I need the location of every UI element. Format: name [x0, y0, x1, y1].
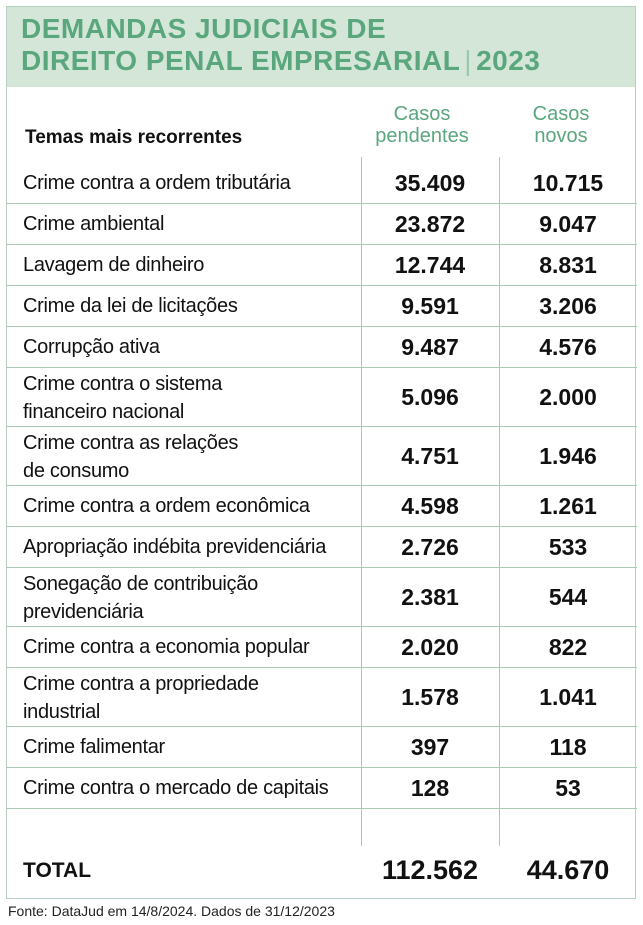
row-pending-value: 2.381 [401, 584, 459, 610]
table-row [7, 768, 637, 809]
row-topic-line: industrial [23, 701, 101, 723]
table-row [7, 727, 637, 768]
row-pending-value: 5.096 [401, 384, 459, 410]
column-header-new-line2: novos [534, 125, 588, 147]
row-pending-value: 9.487 [401, 334, 459, 360]
row-topic [23, 533, 326, 561]
row-topic-line: Crime contra o mercado de capitais [23, 777, 329, 799]
row-topic [23, 570, 258, 626]
row-topic [23, 251, 204, 279]
row-new-value: 53 [555, 775, 581, 801]
row-topic-line: Crime contra a propriedade [23, 673, 259, 695]
column-header-new-line1: Casos [532, 103, 590, 125]
row-new-value: 8.831 [539, 252, 597, 278]
row-new-value: 544 [548, 584, 588, 610]
title-line-1: DEMANDAS JUDICIAIS DE [21, 13, 387, 44]
row-pending-value: 4.598 [401, 493, 459, 519]
row-pending-value: 23.872 [394, 211, 466, 237]
total-new: 44.670 [526, 855, 610, 885]
row-pending-value: 35.409 [394, 170, 466, 196]
row-topic [23, 492, 310, 520]
row-topic [23, 210, 164, 238]
source-note: Fonte: DataJud em 14/8/2024. Dados de 31/12/2023 [8, 903, 335, 919]
row-topic [23, 333, 160, 361]
row-new-value: 3.206 [539, 293, 597, 319]
row-topic [23, 670, 259, 726]
row-pending-value: 4.751 [401, 443, 459, 469]
title-band [7, 7, 635, 87]
title-main: DIREITO PENAL EMPRESARIAL [21, 45, 461, 76]
column-header-pending-line2: pendentes [375, 125, 469, 147]
row-topic [23, 733, 165, 761]
row-pending-value: 397 [410, 734, 450, 760]
column-header-topics: Temas mais recorrentes [25, 127, 243, 148]
row-topic-line: Apropriação indébita previdenciária [23, 536, 327, 558]
row-new-value: 1.261 [539, 493, 597, 519]
total-label: TOTAL [23, 859, 92, 882]
row-new-value: 10.715 [532, 170, 604, 196]
table-row [7, 368, 637, 427]
row-topic-line: Crime contra a economia popular [23, 636, 310, 658]
row-pending-value: 128 [410, 775, 450, 801]
table-frame [6, 6, 636, 899]
row-new-value: 4.576 [539, 334, 597, 360]
row-topic [23, 774, 329, 802]
table-row [7, 245, 637, 286]
column-header-pending-line1: Casos [393, 103, 451, 125]
table-row [7, 286, 637, 327]
row-topic-line: Corrupção ativa [23, 336, 160, 358]
row-topic [23, 633, 309, 661]
table-row [7, 163, 637, 204]
row-new-value: 1.946 [539, 443, 597, 469]
column-header-pending [361, 103, 483, 147]
row-new-value: 2.000 [539, 384, 597, 410]
row-topic [23, 370, 222, 426]
row-topic-line: Crime contra a ordem econômica [23, 495, 310, 517]
row-topic-line: financeiro nacional [23, 401, 185, 423]
table-row [7, 427, 637, 486]
row-topic-line: Crime da lei de licitações [23, 295, 238, 317]
row-topic-line: Sonegação de contribuição [23, 573, 258, 595]
row-topic-line: Crime contra o sistema [23, 373, 223, 395]
row-topic-line: Crime ambiental [23, 213, 165, 235]
title-year: 2023 [476, 45, 541, 76]
row-new-value: 822 [548, 634, 588, 660]
row-new-value: 9.047 [539, 211, 597, 237]
table-row [7, 204, 637, 245]
table-row [7, 527, 637, 568]
row-topic-line: previdenciária [23, 601, 144, 623]
title-line-2 [21, 45, 540, 77]
row-topic-line: Crime contra a ordem tributária [23, 172, 291, 194]
row-new-value: 533 [548, 534, 588, 560]
row-topic-line: Crime falimentar [23, 736, 165, 758]
total-row [7, 847, 637, 899]
table-row [7, 486, 637, 527]
row-topic-line: Crime contra as relações [23, 432, 239, 454]
total-pending: 112.562 [381, 855, 479, 885]
row-topic [23, 169, 290, 197]
row-pending-value: 2.726 [401, 534, 459, 560]
table-row [7, 568, 637, 627]
table-row [7, 668, 637, 727]
table-row [7, 327, 637, 368]
row-new-value: 1.041 [539, 684, 597, 710]
row-pending-value: 1.578 [401, 684, 459, 710]
row-topic-line: Lavagem de dinheiro [23, 254, 205, 276]
table-row [7, 627, 637, 668]
column-header-new [501, 103, 621, 147]
row-new-value: 118 [549, 734, 587, 760]
title-separator: | [464, 45, 473, 76]
row-topic [23, 429, 238, 485]
row-topic [23, 292, 238, 320]
row-pending-value: 12.744 [394, 252, 466, 278]
row-pending-value: 9.591 [401, 293, 459, 319]
row-topic-line: de consumo [23, 460, 129, 482]
row-pending-value: 2.020 [401, 634, 459, 660]
